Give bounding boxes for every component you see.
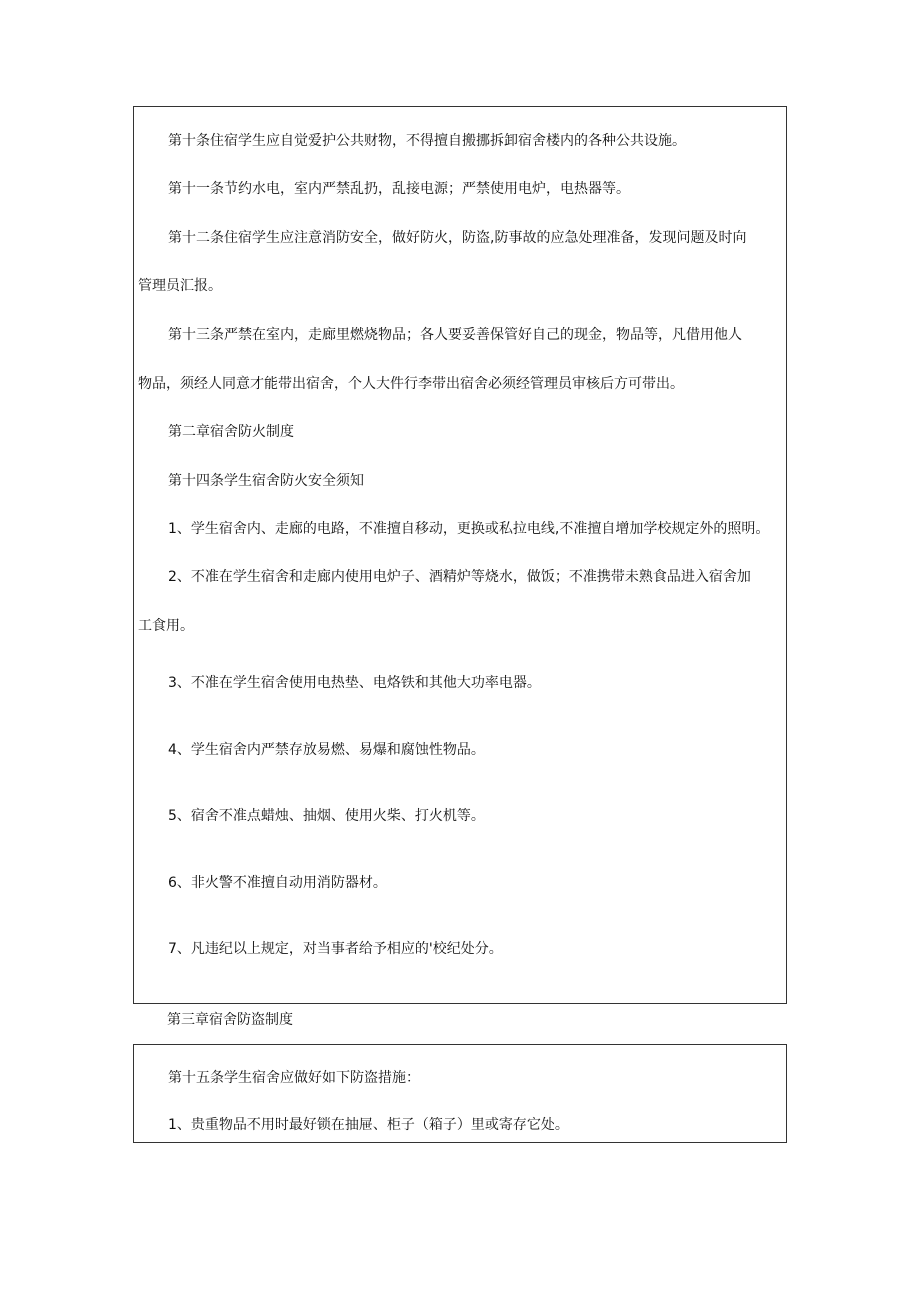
chapter-2-heading: 第二章宿舍防火制度	[168, 424, 294, 440]
article-11: 第十一条节约水电，室内严禁乱扔，乱接电源；严禁使用电炉，电热器等。	[168, 181, 630, 197]
fire-rule-6: 6、非火警不准擅自动用消防器材。	[168, 875, 387, 891]
article-13-line2: 物品，须经人同意才能带出宿舍，个人大件行李带出宿舍必须经管理员审核后方可带出。	[138, 376, 684, 392]
article-12-line1: 第十二条住宿学生应注意消防安全，做好防火，防盗,防事故的应急处理准备，发现问题及时向	[168, 230, 747, 246]
article-14: 第十四条学生宿舍防火安全须知	[168, 473, 364, 489]
fire-rule-3: 3、不准在学生宿舍使用电热垫、电烙铁和其他大功率电器。	[168, 675, 541, 691]
fire-rule-2-line1: 2、不准在学生宿舍和走廊内使用电炉子、酒精炉等烧水，做饭；不准携带未熟食品进入宿舍加	[168, 569, 751, 585]
fire-rule-5: 5、宿舍不准点蜡烛、抽烟、使用火柴、打火机等。	[168, 808, 485, 824]
article-13-line1: 第十三条严禁在室内，走廊里燃烧物品；各人要妥善保管好自己的现金，物品等，凡借用他人	[168, 327, 742, 343]
fire-rule-7: 7、凡违纪以上规定，对当事者给予相应的'校纪处分。	[168, 941, 503, 957]
article-12-line2: 管理员汇报。	[138, 278, 222, 294]
article-10: 第十条住宿学生应自觉爱护公共财物，不得擅自搬挪拆卸宿舍楼内的各种公共设施。	[168, 133, 686, 149]
theft-rule-1: 1、贵重物品不用时最好锁在抽屉、柜子（箱子）里或寄存它处。	[168, 1117, 569, 1133]
article-15: 第十五条学生宿舍应做好如下防盗措施：	[168, 1070, 420, 1086]
fire-rule-4: 4、学生宿舍内严禁存放易燃、易爆和腐蚀性物品。	[168, 742, 485, 758]
fire-rule-1: 1、学生宿舍内、走廊的电路，不准擅自移动，更换或私拉电线,不准擅自增加学校规定外的照明。	[168, 521, 770, 537]
chapter-3-heading: 第三章宿舍防盗制度	[167, 1012, 293, 1028]
content-box-lower	[133, 1044, 787, 1143]
fire-rule-2-line2: 工食用。	[138, 618, 194, 634]
content-box-upper	[133, 106, 787, 1004]
